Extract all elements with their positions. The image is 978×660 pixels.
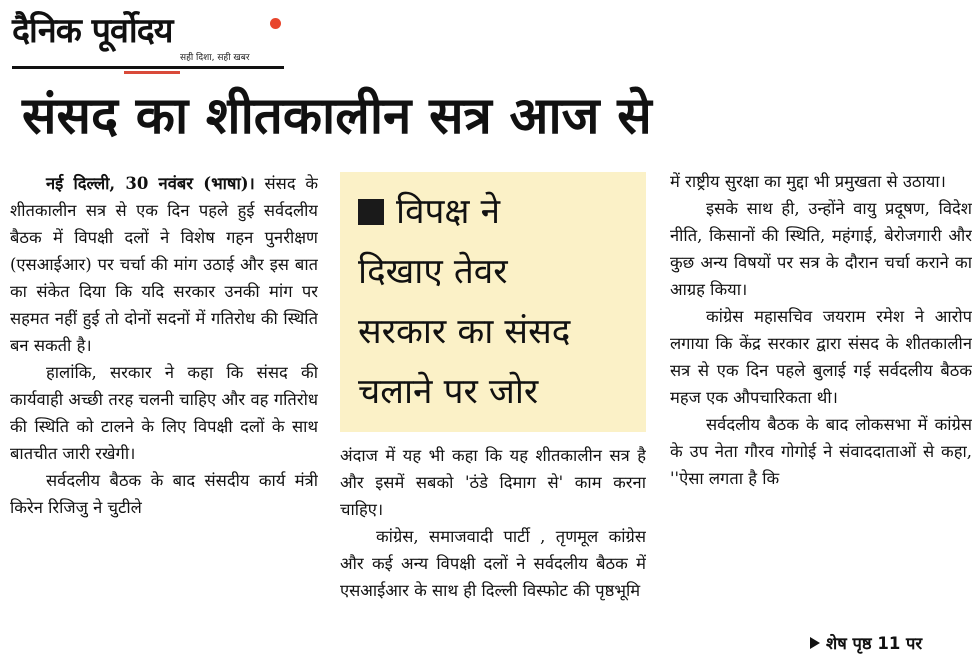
pull-quote-line: दिखाए तेवर xyxy=(358,252,508,292)
article-column-1 xyxy=(10,170,318,660)
article-paragraph: संसद के शीतकालीन सत्र से एक दिन पहले हुई सर्वदलीय बैठक में विपक्षी दलों ने विशेष गहन पुनरीक्षण (एसआईआर) पर चर्चा की मांग उठाई और इस बात का संकेत दिया कि यदि सरकार उनकी मांग पर सहमत नहीं हुई तो दोनों सदनों में गतिरोध की स्थिति बन सकती है। xyxy=(10,174,318,355)
pull-quote-line: सरकार का संसद xyxy=(358,312,571,352)
masthead-tagline: सही दिशा, सही खबर xyxy=(180,53,250,63)
continued-on-page xyxy=(810,631,922,654)
dateline-paragraph xyxy=(10,170,318,359)
article-paragraph: कांग्रेस, समाजवादी पार्टी , तृणमूल कांग्रेस और कई अन्य विपक्षी दलों ने सर्वदलीय बैठक में एसआईआर के साथ ही दिल्ली विस्फोट की पृष्ठभूमि xyxy=(340,527,646,600)
dateline: नई दिल्ली, 30 नवंबर (भाषा)। xyxy=(46,174,255,193)
article-paragraph: सर्वदलीय बैठक के बाद लोकसभा में कांग्रेस के उप नेता गौरव गोगोई ने संवाददाताओं से कहा, ''ऐसा लगता है कि xyxy=(670,415,972,488)
masthead-rule xyxy=(12,66,284,69)
article-column-2 xyxy=(340,442,646,660)
article-paragraph: इसके साथ ही, उन्होंने वायु प्रदूषण, विदेश नीति, किसानों की स्थिति, महंगाई, बेरोजगारी और कुछ अन्य विषयों पर सत्र के दौरान चर्चा कराने का आग्रह किया। xyxy=(670,199,972,299)
article-paragraph: अंदाज में यह भी कहा कि यह शीतकालीन सत्र है और इसमें सबको 'ठंडे दिमाग से' काम करना चाहिए। xyxy=(340,446,646,519)
pull-quote-line: चलाने पर जोर xyxy=(358,372,539,412)
article-paragraph: सर्वदलीय बैठक के बाद संसदीय कार्य मंत्री किरेन रिजिजु ने चुटीले xyxy=(10,471,318,517)
pull-quote-box xyxy=(340,172,646,432)
masthead-logo: दैनिक पूर्वोदय xyxy=(12,11,173,51)
pull-quote-row xyxy=(358,182,634,242)
article-paragraph: कांग्रेस महासचिव जयराम रमेश ने आरोप लगाया कि केंद्र सरकार द्वारा संसद के शीतकालीन सत्र से एक दिन पहले बुलाई गई सर्वदलीय बैठक महज एक औपचारिकता थी। xyxy=(670,307,972,407)
headline: संसद का शीतकालीन सत्र आज से xyxy=(22,87,652,146)
masthead xyxy=(12,6,284,72)
article-paragraph: हालांकि, सरकार ने कहा कि संसद की कार्यवाही अच्छी तरह चलनी चाहिए और वह गतिरोध की स्थिति को टालने के लिए विपक्षी दलों के साथ बातचीत जारी रखेगी। xyxy=(10,363,318,463)
continued-label: शेष पृष्ठ 11 पर xyxy=(826,634,923,653)
pull-quote-line: विपक्ष ने xyxy=(396,192,501,232)
square-bullet-icon xyxy=(358,199,384,225)
arrow-right-icon xyxy=(810,637,820,649)
logo-dot-icon xyxy=(270,18,281,29)
article-column-3 xyxy=(670,168,972,660)
article-paragraph: में राष्ट्रीय सुरक्षा का मुद्दा भी प्रमुखता से उठाया। xyxy=(670,172,946,191)
masthead-accent-rule xyxy=(124,71,180,74)
